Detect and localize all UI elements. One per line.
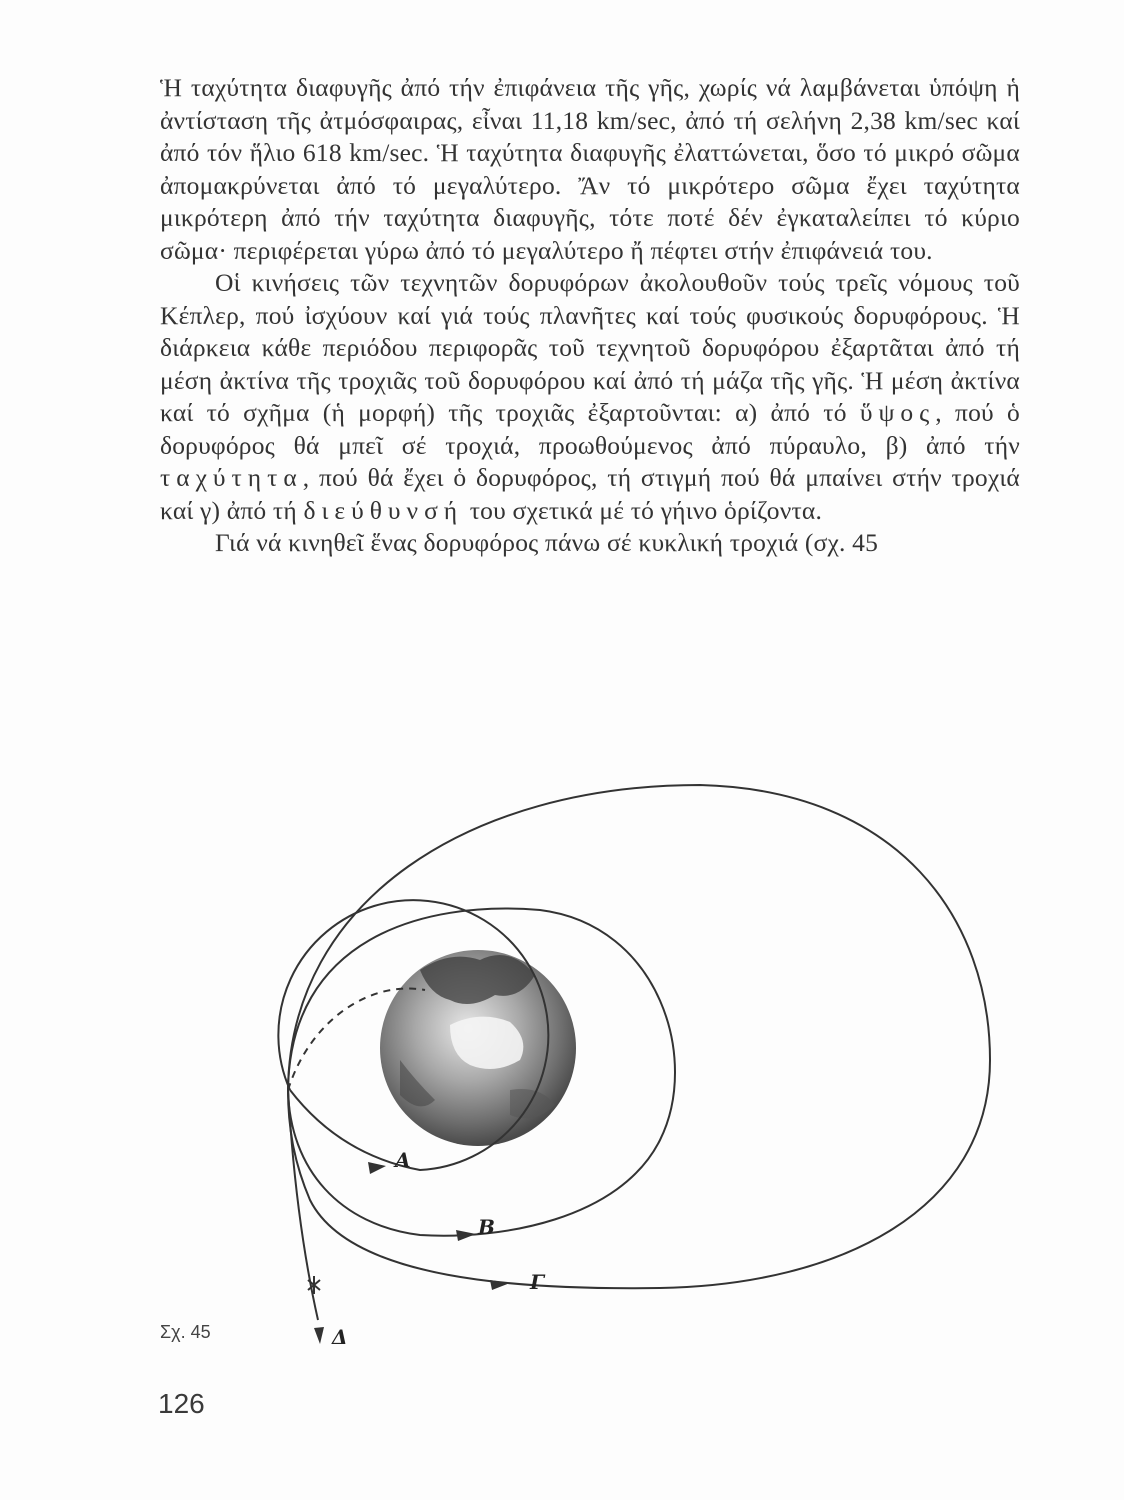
arrow-d-icon xyxy=(314,1327,324,1344)
figure-caption: Σχ. 45 xyxy=(160,1322,211,1342)
orbit-figure xyxy=(220,760,1040,1360)
paragraph-satellite-motion xyxy=(160,267,1020,527)
label-g: Γ xyxy=(530,1270,545,1294)
page-number: 126 xyxy=(158,1388,205,1419)
body-text xyxy=(160,72,1020,560)
emphasis-direction: διεύθυνσή xyxy=(303,495,464,525)
paragraph-circular-orbit: Γιά νά κινηθεῖ ἕνας δορυφόρος πάνω σέ κυκλική τροχιά (σχ. 45 xyxy=(215,528,879,557)
paragraph-satellite-motion-part2: , πού ὁ δορυφόρος θά μπεῖ σέ τροχιά, προωθούμενος ἀπό πύραυλο, β) ἀπό τήν xyxy=(160,398,1020,460)
paragraph-escape-velocity: Ἡ ταχύτητα διαφυγῆς ἀπό τήν ἐπιφάνεια τῆς γῆς, χωρίς νά λαμβάνεται ὑπόψη ἡ ἀντίσταση τῆς ἀτμόσφαιρας, εἶναι 11,18 km/sec, ἀπό τή σελήνη 2,38 km/sec καί ἀπό τόν ἥλιο 618 km/sec. Ἡ ταχύτητα διαφυγῆς ἐλαττώνεται, ὅσο τό μικρό σῶμα ἀπομακρύνεται ἀπό τό μεγαλύτερο. Ἄν τό μικρότερο σῶμα ἔχει ταχύτητα μικρότερη ἀπό τήν ταχύτητα διαφυγῆς, τότε ποτέ δέν ἐγκαταλείπει τό κύριο σῶμα· περιφέρεται γύρω ἀπό τό μεγαλύτερο ἤ πέφτει στήν ἐπιφάνειά του. xyxy=(160,73,1020,265)
earth-globe xyxy=(380,950,576,1146)
arrow-g-icon xyxy=(490,1280,510,1290)
label-b: Β xyxy=(478,1215,495,1239)
emphasis-velocity: ταχύτητα xyxy=(160,463,303,492)
orbit-diagram xyxy=(220,760,1040,1360)
label-a: Α xyxy=(395,1148,411,1172)
arrow-a-icon xyxy=(368,1162,386,1174)
emphasis-height: ὕψος xyxy=(859,398,936,427)
paragraph-satellite-motion-part3: , πού θά ἔχει ὁ δορυφόρος, τή στιγμή πού θά μπαίνει στήν τροχιά καί γ) ἀπό τή xyxy=(160,463,1020,525)
paragraph-satellite-motion-part4: του σχετικά μέ τό γήινο ὁρίζοντα. xyxy=(463,495,823,525)
paragraph-satellite-motion-part1: Οἱ κινήσεις τῶν τεχνητῶν δορυφόρων ἀκολουθοῦν τούς τρεῖς νόμους τοῦ Κέπλερ, πού ἰσχύουν καί γιά τούς πλανῆτες καί τούς φυσικούς δορυφόρους. Ἡ διάρκεια κάθε περιόδου περιφορᾶς τοῦ τεχνητοῦ δορυφόρου ἐξαρτᾶται ἀπό τή μέση ἀκτίνα τῆς τροχιᾶς τοῦ δορυφόρου καί ἀπό τή μάζα τῆς γῆς. Ἡ μέση ἀκτίνα καί τό σχῆμα (ἡ μορφή) τῆς τροχιᾶς ἐξαρτοῦνται: α) ἀπό τό xyxy=(160,268,1020,427)
label-d: Δ xyxy=(332,1325,348,1349)
